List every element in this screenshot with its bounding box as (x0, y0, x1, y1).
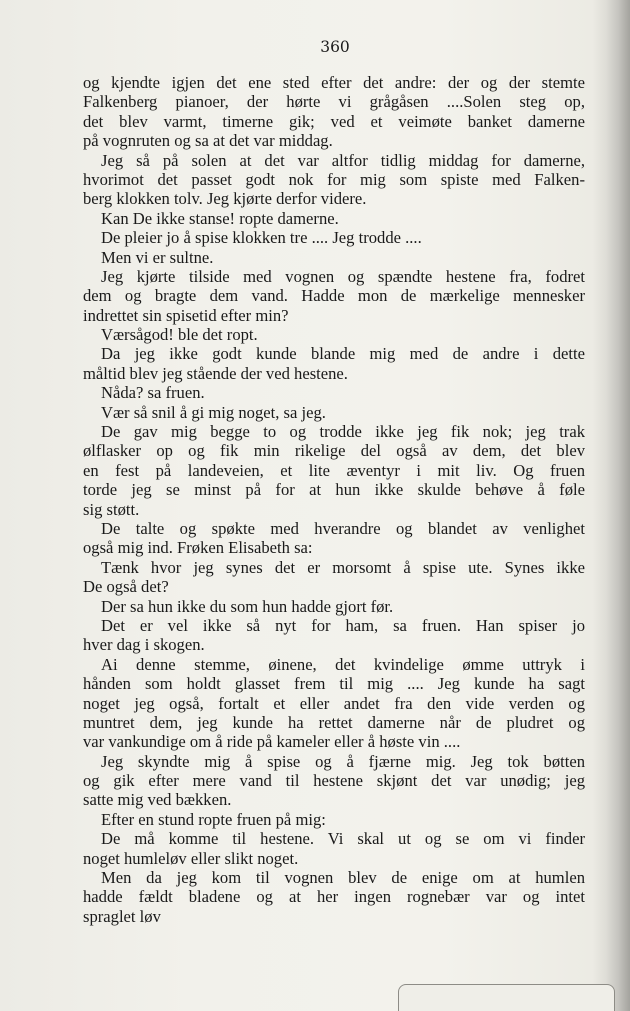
text-line: Men da jeg kom til vognen blev de enige om at humlen (101, 868, 585, 888)
text-line: Tænk hvor jeg synes det er morsomt å spise ute. Synes ikke (101, 557, 585, 577)
text-line: noget jeg også, fortalt et eller andet fra den vide verden og (83, 693, 585, 713)
text-line: indrettet sin spisetid efter min? (83, 305, 289, 325)
text-line: De også det? (83, 577, 169, 597)
text-line: Vær så snil å gi mig noget, sa jeg. (101, 402, 326, 422)
text-line: De gav mig begge to og trodde ikke jeg fik nok; jeg trak (101, 422, 585, 442)
text-line: Da jeg ikke godt kunde blande mig med de andre i dette (101, 344, 585, 364)
text-line: Det er vel ikke så nyt for ham, sa fruen. Han spiser jo (101, 615, 585, 635)
text-line: noget humleløv eller slikt noget. (83, 848, 299, 868)
text-line: berg klokken tolv. Jeg kjørte derfor videre. (83, 189, 367, 209)
text-line: Efter en stund ropte fruen på mig: (101, 809, 326, 829)
text-line: og kjendte igjen det ene sted efter det andre: der og der stemte (83, 73, 585, 92)
text-line: Jeg så på solen at det var altfor tidlig middag for damerne, (101, 150, 585, 170)
body-text (83, 73, 585, 926)
text-line: satte mig ved bækken. (83, 790, 232, 810)
text-line: muntret dem, jeg kunde ha rettet damerne når de pludret og (83, 712, 585, 732)
text-line: ølflasker op og fik min rikelige del også av dem, det blev (83, 441, 585, 461)
text-line: Jeg skyndte mig å spise og å fjærne mig. Jeg tok bøtten (101, 751, 585, 771)
text-line: torde jeg se minst på for at hun ikke skulde behøve å føle (83, 480, 585, 500)
text-line: på vognruten og sa at det var middag. (83, 131, 333, 151)
text-line: hånden som holdt glasset frem til mig .... Jeg kunde ha sagt (83, 674, 585, 694)
text-line: også mig ind. Frøken Elisabeth sa: (83, 538, 313, 558)
text-line: hver dag i skogen. (83, 635, 205, 655)
text-line: Men vi er sultne. (101, 247, 214, 267)
text-line: Falkenberg pianoer, der hørte vi grågåsen ....Solen steg op, (83, 92, 585, 112)
text-line: De pleier jo å spise klokken tre .... Jeg trodde .... (101, 228, 422, 248)
text-line: Jeg kjørte tilside med vognen og spændte hestene fra, fodret (101, 266, 585, 286)
text-line: måltid blev jeg stående der ved hestene. (83, 363, 348, 383)
text-line: og gik efter mere vand til hestene skjønt det var unødig; jeg (83, 771, 585, 791)
text-line: spraglet løv (83, 906, 161, 926)
text-line: dem og bragte dem vand. Hadde mon de mærkelige mennesker (83, 286, 585, 306)
text-line: det blev varmt, timerne gik; ved et veimøte banket damerne (83, 111, 585, 131)
text-line: De må komme til hestene. Vi skal ut og se om vi finder (101, 829, 585, 849)
text-line: Kan De ikke stanse! ropte damerne. (101, 208, 339, 228)
text-line: Der sa hun ikke du som hun hadde gjort før. (101, 596, 394, 616)
bookmark-tab-edge (398, 984, 615, 1011)
text-line: hvorimot det passet godt nok for mig som spiste med Falken- (83, 169, 585, 189)
text-line: hadde fældt bladene og at her ingen rognebær var og intet (83, 887, 585, 907)
page-number: 360 (320, 38, 350, 56)
text-line: Ai denne stemme, øinene, det kvindelige ømme uttryk i (101, 654, 585, 674)
text-line: var vankundige om å ride på kameler eller å høste vin .... (83, 732, 461, 752)
text-line: De talte og spøkte med hverandre og blandet av venlighet (101, 518, 585, 538)
text-line: en fest på landeveien, et lite æventyr i mit liv. Og fruen (83, 460, 585, 480)
text-line: sig støtt. (83, 499, 140, 519)
text-line: Nåda? sa fruen. (101, 383, 205, 403)
text-line: Værsågod! ble det ropt. (101, 325, 258, 345)
page-gutter-shadow (606, 0, 630, 1011)
